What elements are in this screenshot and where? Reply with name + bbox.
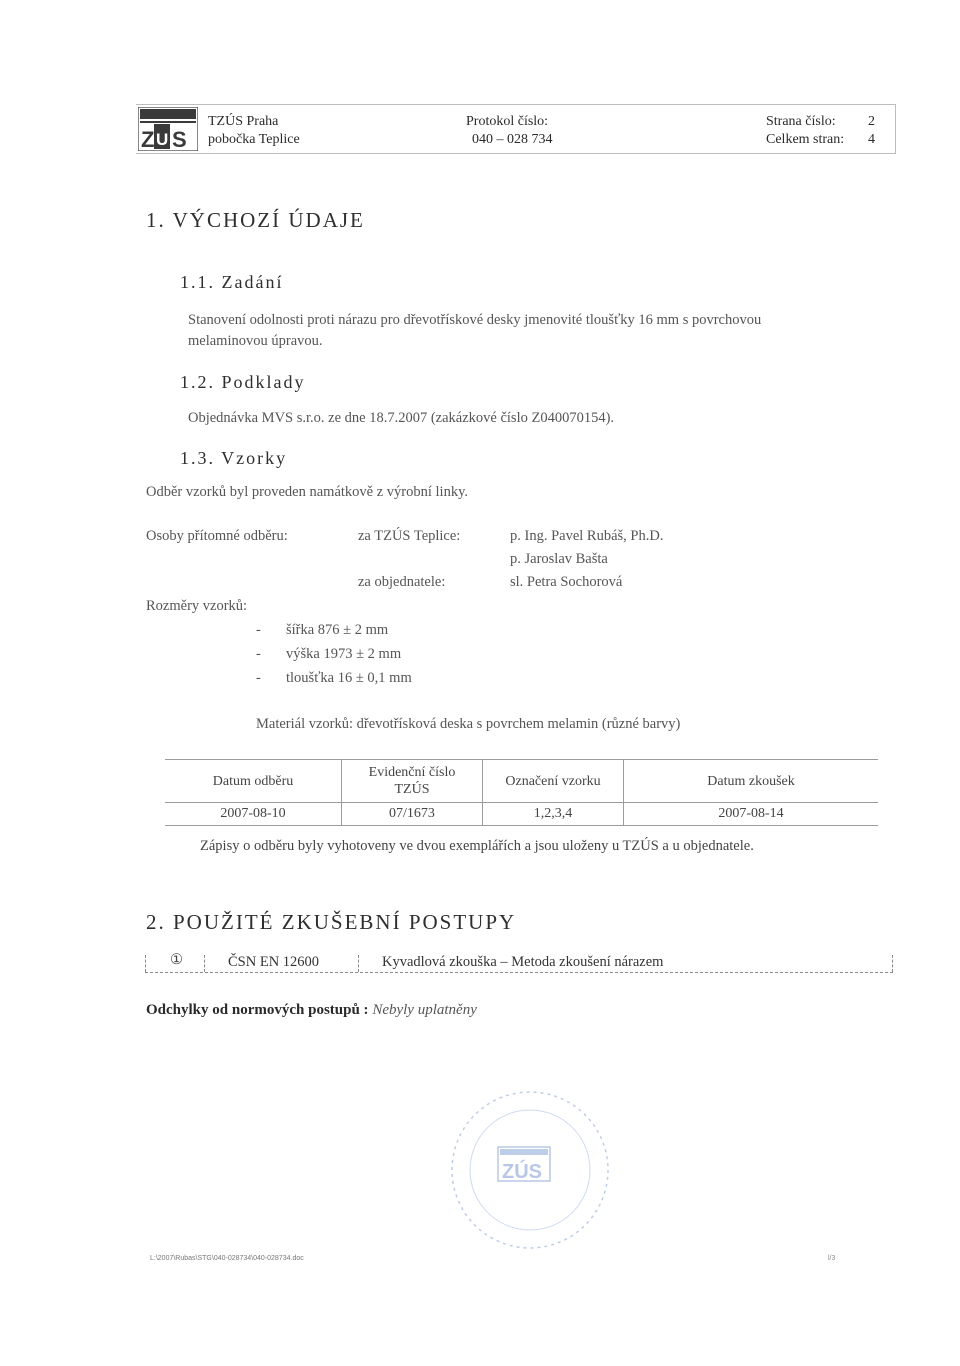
procedure-marker: ①	[170, 952, 183, 968]
dimension-bullet: -	[256, 622, 261, 638]
header-protocol-label: Protokol číslo:	[466, 114, 549, 129]
deviations-value: Nebyly uplatněny	[372, 1002, 477, 1018]
tzus-person-2: p. Jaroslav Bašta	[510, 551, 608, 567]
persons-label: Osoby přítomné odběru:	[146, 528, 288, 544]
section2-title: 2. POUŽITÉ ZKUŠEBNÍ POSTUPY	[146, 910, 517, 934]
table-header-cell: Datum zkoušek	[624, 760, 879, 803]
institution-stamp	[440, 1085, 620, 1255]
svg-text:U: U	[156, 130, 169, 149]
procedure-divider	[358, 955, 359, 972]
records-text: Zápisy o odběru byly vyhotoveny ve dvou exemplářích a jsou uloženy u TZÚS a u objednatele.	[200, 838, 754, 854]
procedure-divider	[892, 955, 893, 972]
table-cell: 2007-08-14	[624, 803, 879, 826]
subsection-zadani-title: 1.1. Zadání	[180, 272, 284, 292]
procedure-name: Kyvadlová zkouška – Metoda zkoušení nárazem	[382, 954, 664, 970]
header-total-value: 4	[868, 132, 875, 147]
table-cell: 1,2,3,4	[483, 803, 624, 826]
subsection-vzorky-title: 1.3. Vzorky	[180, 448, 288, 468]
section1-title: 1. VÝCHOZÍ ÚDAJE	[146, 208, 365, 232]
header-page-label: Strana číslo:	[766, 114, 836, 129]
table-header-text: Evidenční číslo	[368, 765, 456, 780]
tzus-logo	[138, 107, 198, 151]
footer-file-path: L:\2007\Rubas\STG\040-028734\040-028734.doc	[150, 1255, 304, 1262]
header-org-name: TZÚS Praha	[208, 114, 279, 129]
header-branch: pobočka Teplice	[208, 132, 300, 147]
vzorky-text: Odběr vzorků byl proveden namátkově z výrobní linky.	[146, 484, 469, 500]
podklady-text: Objednávka MVS s.r.o. ze dne 18.7.2007 (zakázkové číslo Z040070154).	[188, 410, 615, 426]
tzus-person-1: p. Ing. Pavel Rubáš, Ph.D.	[510, 528, 664, 544]
dimension-item: výška 1973 ± 2 mm	[286, 646, 402, 662]
table-header-cell: Datum odběru	[165, 760, 342, 803]
deviations-line	[146, 1002, 477, 1019]
table-cell: 07/1673	[342, 803, 483, 826]
dimension-item: šířka 876 ± 2 mm	[286, 622, 389, 638]
dimensions-label: Rozměry vzorků:	[146, 598, 248, 614]
header-right-rule	[895, 104, 896, 154]
zadani-text-line2: melaminovou úpravou.	[188, 333, 323, 349]
header-bottom-rule	[136, 153, 896, 154]
subsection-podklady-title: 1.2. Podklady	[180, 372, 306, 392]
material-text: Materiál vzorků: dřevotřísková deska s povrchem melamin (různé barvy)	[256, 716, 681, 732]
svg-text:ZÚS: ZÚS	[502, 1161, 542, 1183]
table-header-text: TZÚS	[394, 782, 430, 797]
svg-text:Z: Z	[141, 127, 155, 151]
header-total-label: Celkem stran:	[766, 132, 845, 147]
dimension-bullet: -	[256, 646, 261, 662]
sampling-table	[165, 759, 878, 826]
svg-text:S: S	[172, 127, 187, 151]
procedure-bottom-rule	[145, 972, 893, 973]
deviations-label: Odchylky od normových postupů :	[146, 1002, 369, 1018]
table-cell: 2007-08-10	[165, 803, 342, 826]
header-top-rule	[136, 104, 896, 105]
dimension-item: tloušťka 16 ± 0,1 mm	[286, 670, 412, 686]
for-client-label: za objednatele:	[358, 574, 446, 590]
procedure-standard: ČSN EN 12600	[228, 954, 320, 970]
table-header-cell	[342, 760, 483, 803]
procedure-divider	[204, 955, 205, 972]
header-protocol-number: 040 – 028 734	[472, 132, 553, 147]
for-tzus-label: za TZÚS Teplice:	[358, 528, 461, 544]
footer-mark: l/3	[828, 1255, 836, 1262]
header-page-value: 2	[868, 114, 875, 129]
table-row	[165, 803, 878, 826]
client-person: sl. Petra Sochorová	[510, 574, 623, 590]
procedure-divider	[145, 955, 146, 972]
dimension-bullet: -	[256, 670, 261, 686]
table-header-cell: Označení vzorku	[483, 760, 624, 803]
table-header-row	[165, 760, 878, 803]
zadani-text-line1: Stanovení odolnosti proti nárazu pro dřevotřískové desky jmenovité tloušťky 16 mm s povrchovou	[188, 312, 762, 328]
